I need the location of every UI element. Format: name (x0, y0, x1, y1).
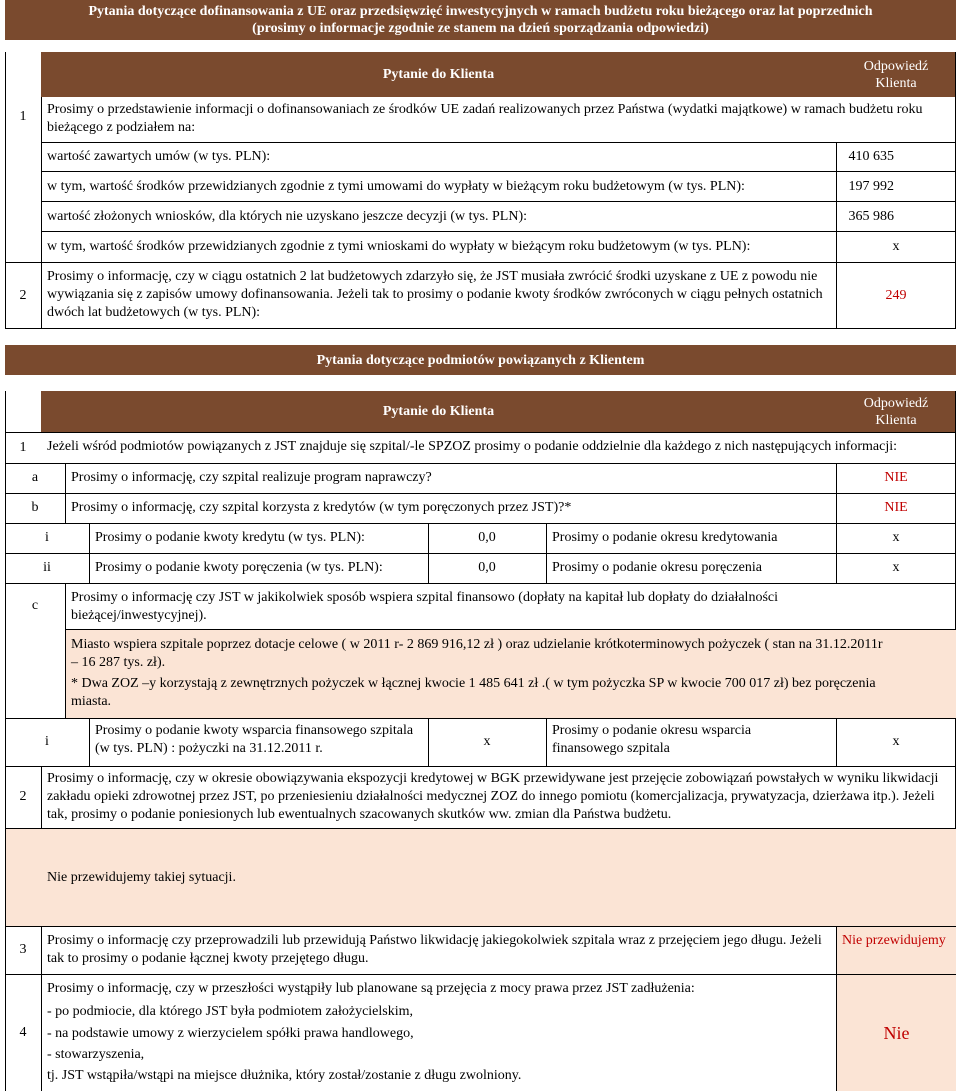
s2-q4-line5: tj. JST wstąpiła/wstąpi na miejsce dłużnika, który został/zostanie z długu zwolniony. (47, 1068, 522, 1083)
s1-q2-number: 2 (19, 287, 27, 303)
s2-ci-value: x (483, 734, 491, 749)
s2-q2-number: 2 (19, 789, 27, 804)
s2-q1-number: 1 (19, 439, 27, 455)
s1-q2-text: Prosimy o informację, czy w ciągu ostatnich 2 lat budżetowych zdarzyło się, że JST musiała zwrócić środki uzyskane z UE z powodu nie wywiązania się z zapisów umowy dofinansowania. Jeżeli tak to prosimy o podanie kwoty środków zwróconych w ciągu pełnych ostatnich dwóch lat budżetowych (w tys. PLN): (47, 269, 823, 320)
s2-ci-text: Prosimy o podanie kwoty wsparcia finansowego szpitala (w tys. PLN) : pożyczki na 31.12.2011 r. (95, 723, 414, 756)
s2-bii-label: ii (43, 560, 51, 575)
s2-q4-number: 4 (19, 1024, 27, 1040)
s2-bii-value2: x (892, 560, 900, 575)
col-answer-label: Odpowiedź Klienta (863, 58, 929, 91)
s2-c-answer-1: Miasto wspiera szpitale poprzez dotacje celowe ( w 2011 r- 2 869 916,12 zł ) oraz udzielanie krótkoterminowych pożyczek ( stan na 31.12.2011r – 16 287 tys. zł). (71, 637, 883, 670)
s2-a-text: Prosimy o informację, czy szpital realizuje program naprawczy? (71, 470, 432, 485)
col-question-label: Pytanie do Klienta (382, 67, 495, 82)
s1-row3-value: 365 986 (848, 209, 894, 224)
s1-q1-text: Prosimy o przedstawienie informacji o dofinansowaniach ze środków UE zadań realizowanych przez Państwa (wydatki majątkowe) w ramach budżetu roku bieżącego z podziałem na: (47, 102, 923, 135)
s2-q1-text: Jeżeli wśród podmiotów powiązanych z JST znajduje się szpital/-le SPZOZ prosimy o podanie oddzielnie dla każdego z nich następujących informacji: (47, 439, 898, 454)
s1-row2-label: w tym, wartość środków przewidzianych zgodnie z tymi umowami do wypłaty w bieżącym roku budżetowym (w tys. PLN): (47, 179, 745, 194)
s2-q3-text: Prosimy o informację czy przeprowadzili lub przewidują Państwo likwidację jakiegokolwiek szpitala wraz z przejęciem jego długu. Jeżeli tak to prosimy o podanie łącznej kwoty przejętego długu. (47, 933, 822, 966)
s2-b-label: b (31, 500, 39, 515)
s2-ci-value2: x (892, 734, 900, 749)
s2-a-label: a (31, 470, 39, 485)
section1-header-line2: (prosimy o informacje zgodnie ze stanem na dzień sporządzania odpowiedzi) (252, 21, 709, 36)
s2-q3-answer: Nie przewidujemy (842, 933, 946, 948)
s2-bi-text: Prosimy o podanie kwoty kredytu (w tys. PLN): (95, 530, 365, 545)
s2-bi-value2: x (892, 530, 900, 545)
s1-row1-label: wartość zawartych umów (w tys. PLN): (47, 149, 271, 164)
s2-a-answer: NIE (884, 470, 908, 485)
s2-bi-value: 0,0 (478, 530, 496, 545)
s2-q4-line3: - na podstawie umowy z wierzycielem spółki prawa handlowego, (47, 1026, 414, 1041)
s1-row4-value: x (892, 239, 900, 254)
s2-b-answer: NIE (884, 500, 908, 515)
s2-q2-text: Prosimy o informację, czy w okresie obowiązywania ekspozycji kredytowej w BGK przewidywane jest przejęcie zobowiązań powstałych w wyniku likwidacji zakładu opieki zdrowotnej przez JST, po przeniesieniu działalności medycznej ZOZ do innego pomiotu (komercjalizacja, prywatyzacja, dzierżawa itp.). Jeżeli tak, prosimy o podanie poniesionych lub ewentualnych szacowanych skutków ww. zmian dla Państwa budżetu. (47, 771, 939, 822)
s2-c-answer-2: * Dwa ZOZ –y korzystają z zewnętrznych pożyczek w łącznej kwocie 1 485 641 zł .( w tym pożyczka SP w kwocie 700 017 zł) bez poręczenia miasta. (71, 676, 876, 709)
s2-bii-text2: Prosimy o podanie okresu poręczenia (552, 560, 762, 575)
s2-ci-label: i (45, 734, 49, 749)
s1-row2-value: 197 992 (848, 179, 894, 194)
s2-bi-text2: Prosimy o podanie okresu kredytowania (552, 530, 778, 545)
section2-header (5, 345, 956, 375)
section2-header-title: Pytania dotyczące podmiotów powiązanych z Klientem (316, 352, 645, 368)
s2-q4-line1: Prosimy o informację, czy w przeszłości wystąpiły lub planowane są przejęcia z mocy prawa przez JST zadłużenia: (47, 981, 695, 996)
col-answer-label: Odpowiedź Klienta (863, 395, 929, 428)
s2-q2-answer: Nie przewidujemy takiej sytuacji. (47, 870, 236, 885)
col-question-label: Pytanie do Klienta (382, 404, 495, 419)
s2-bii-text: Prosimy o podanie kwoty poręczenia (w tys. PLN): (95, 560, 383, 575)
s2-b-text: Prosimy o informację, czy szpital korzysta z kredytów (w tym poręczonych przez JST)?* (71, 500, 572, 515)
s1-q1-number: 1 (19, 109, 27, 124)
s2-ci-text2: Prosimy o podanie okresu wsparcia finansowego szpitala (552, 723, 752, 756)
s2-c-label: c (31, 598, 39, 613)
s2-q4-line2: - po podmiocie, dla którego JST była podmiotem założycielskim, (47, 1004, 414, 1019)
section1-header-line1: Pytania dotyczące dofinansowania z UE oraz przedsięwzięć inwestycyjnych w ramach budżetu roku bieżącego oraz lat poprzednich (88, 4, 873, 19)
s1-row4-label: w tym, wartość środków przewidzianych zgodnie z tymi wnioskami do wypłaty w bieżącym roku budżetowym (w tys. PLN): (47, 239, 751, 254)
s1-row3-label: wartość złożonych wniosków, dla których nie uzyskano jeszcze decyzji (w tys. PLN): (47, 209, 528, 224)
s2-bi-label: i (45, 530, 49, 545)
s2-q4-line4: - stowarzyszenia, (47, 1047, 145, 1062)
section1-header (5, 0, 956, 40)
s2-bii-value: 0,0 (478, 560, 496, 575)
s2-c-text: Prosimy o informację czy JST w jakikolwiek sposób wspiera szpital finansowo (dopłaty na kapitał lub dopłaty do działalności bieżącej/inwestycyjnej). (71, 590, 778, 623)
s2-q3-number: 3 (19, 942, 27, 957)
s1-row1-value: 410 635 (848, 149, 894, 164)
s1-q2-answer: 249 (885, 287, 907, 303)
s2-q4-answer: Nie (883, 1023, 910, 1043)
